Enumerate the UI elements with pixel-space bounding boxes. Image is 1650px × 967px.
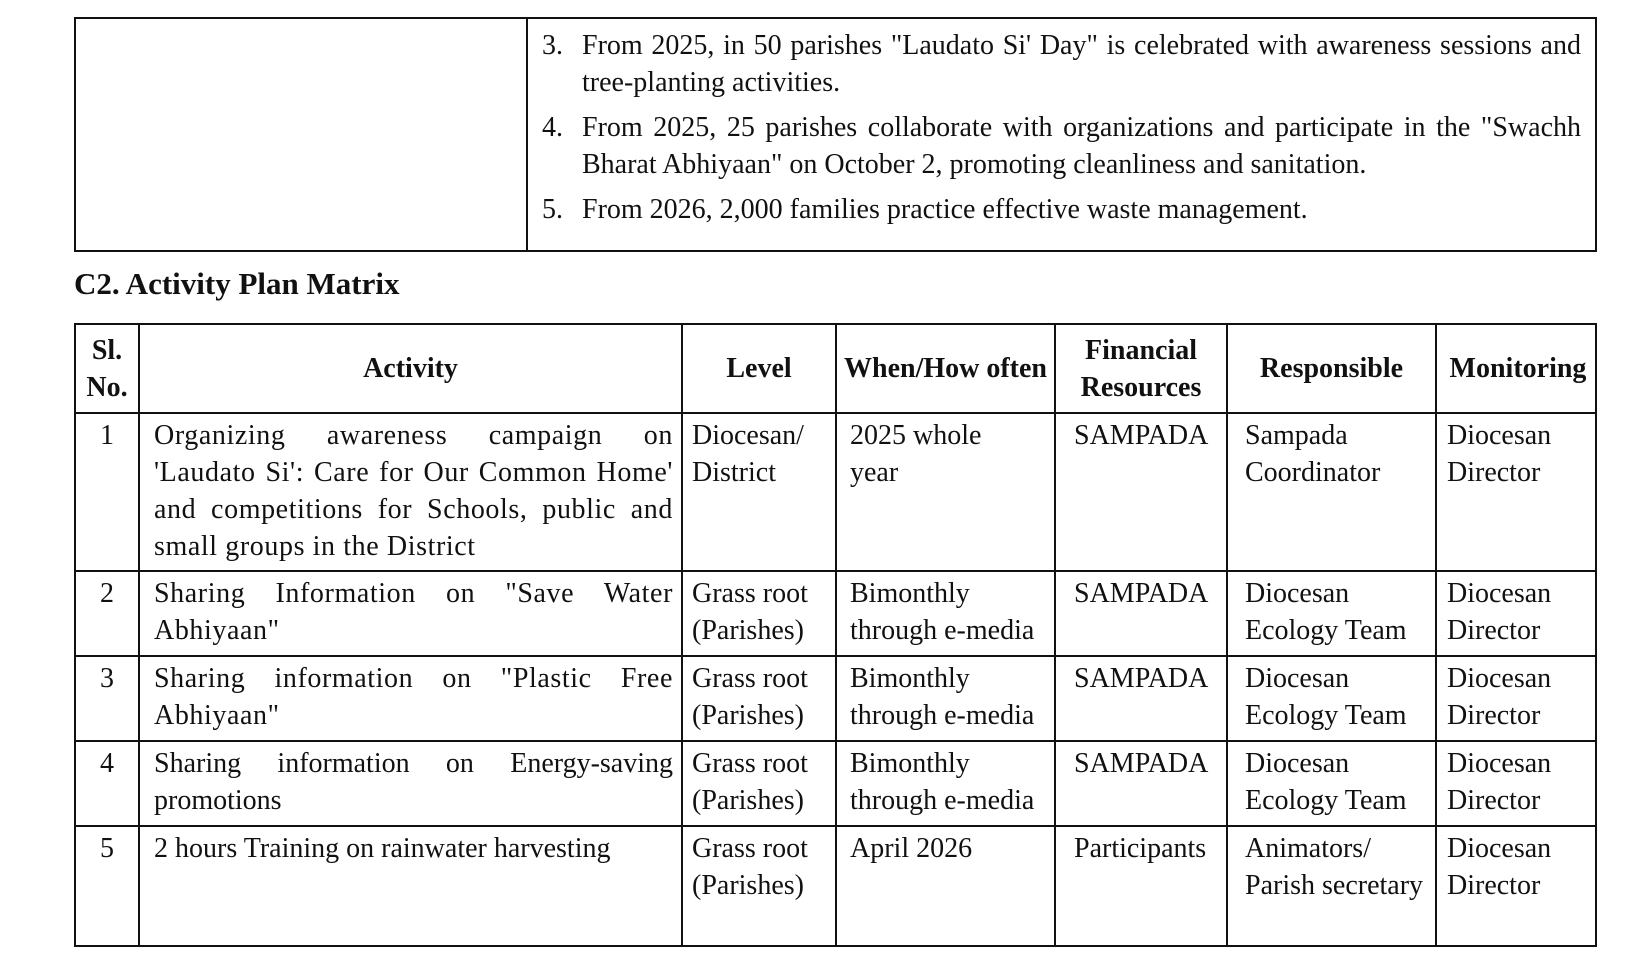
header-sl-no: Sl. No.: [75, 324, 139, 413]
cell-activity: [139, 656, 682, 741]
cell-responsible: Diocesan Ecology Team: [1227, 741, 1436, 826]
cell-responsible: Diocesan Ecology Team: [1227, 656, 1436, 741]
cell-activity: [139, 741, 682, 826]
cell-sl-no: 4: [75, 741, 139, 826]
cell-financial: SAMPADA: [1055, 656, 1227, 741]
cell-responsible: Animators/ Parish secretary: [1227, 826, 1436, 946]
cell-monitoring: Diocesan Director: [1436, 826, 1596, 946]
header-activity: Activity: [139, 324, 682, 413]
section-title: C2. Activity Plan Matrix: [74, 266, 400, 301]
outcomes-row: [75, 18, 1596, 251]
outcome-number: 3.: [542, 30, 563, 61]
cell-monitoring: Diocesan Director: [1436, 571, 1596, 656]
header-monitoring: Monitoring: [1436, 324, 1596, 413]
list-item: [542, 191, 1581, 228]
table-row: [75, 741, 1596, 826]
header-when: When/How often: [836, 324, 1055, 413]
cell-when: [836, 656, 1055, 741]
cell-activity: [139, 413, 682, 571]
cell-monitoring: Diocesan Director: [1436, 741, 1596, 826]
activity-text: 2 hours Training on rainwater harvesting: [154, 833, 611, 864]
cell-activity: [139, 571, 682, 656]
table-row: [75, 656, 1596, 741]
table-row: [75, 826, 1596, 946]
list-item: [542, 109, 1581, 183]
when-text: 2025 whole year: [850, 420, 982, 488]
cell-when: [836, 741, 1055, 826]
outcome-number: 5.: [542, 194, 563, 225]
when-text: Bimonthly through e-media: [850, 663, 1035, 731]
cell-sl-no: 2: [75, 571, 139, 656]
outcome-text: From 2025, in 50 parishes "Laudato Si' Day" is celebrated with awareness sessions and tree-planting activities.: [582, 30, 1581, 98]
outcomes-label-cell: [75, 18, 527, 251]
cell-when: [836, 826, 1055, 946]
when-text: Bimonthly through e-media: [850, 748, 1035, 816]
table-row: [75, 413, 1596, 571]
outcome-number: 4.: [542, 112, 563, 143]
header-responsible: Responsible: [1227, 324, 1436, 413]
cell-financial: Participants: [1055, 826, 1227, 946]
cell-financial: SAMPADA: [1055, 741, 1227, 826]
activity-text: Sharing information on "Plastic Free Abhiyaan": [154, 663, 673, 731]
activity-text: Sharing information on Energy-saving promotions: [154, 748, 673, 816]
when-text: April 2026: [850, 833, 973, 864]
cell-sl-no: 5: [75, 826, 139, 946]
cell-level: Diocesan/ District: [682, 413, 836, 571]
cell-monitoring: Diocesan Director: [1436, 656, 1596, 741]
cell-financial: SAMPADA: [1055, 413, 1227, 571]
header-financial: Financial Resources: [1055, 324, 1227, 413]
cell-level: Grass root (Parishes): [682, 571, 836, 656]
activity-text: Sharing Information on "Save Water Abhiyaan": [154, 578, 673, 646]
activity-plan-matrix: [74, 323, 1597, 947]
cell-monitoring: Diocesan Director: [1436, 413, 1596, 571]
outcomes-cell: [527, 18, 1596, 251]
outcome-text: From 2025, 25 parishes collaborate with organizations and participate in the "Swachh Bharat Abhiyaan" on October 2, promoting cleanliness and sanitation.: [582, 112, 1581, 180]
outcomes-table: [74, 17, 1597, 252]
outcome-text: From 2026, 2,000 families practice effective waste management.: [582, 194, 1308, 225]
cell-when: [836, 571, 1055, 656]
table-row: [75, 571, 1596, 656]
list-item: [542, 27, 1581, 101]
cell-sl-no: 1: [75, 413, 139, 571]
cell-level: Grass root (Parishes): [682, 826, 836, 946]
cell-level: Grass root (Parishes): [682, 656, 836, 741]
cell-sl-no: 3: [75, 656, 139, 741]
when-text: Bimonthly through e-media: [850, 578, 1035, 646]
cell-activity: [139, 826, 682, 946]
outcome-list: [542, 27, 1581, 228]
cell-financial: SAMPADA: [1055, 571, 1227, 656]
table-header-row: [75, 324, 1596, 413]
cell-level: Grass root (Parishes): [682, 741, 836, 826]
header-level: Level: [682, 324, 836, 413]
cell-when: [836, 413, 1055, 571]
cell-responsible: Sampada Coordinator: [1227, 413, 1436, 571]
activity-text: Organizing awareness campaign on 'Laudato Si': Care for Our Common Home' and competitions for Schools, public and small groups in the District: [154, 420, 673, 562]
cell-responsible: Diocesan Ecology Team: [1227, 571, 1436, 656]
